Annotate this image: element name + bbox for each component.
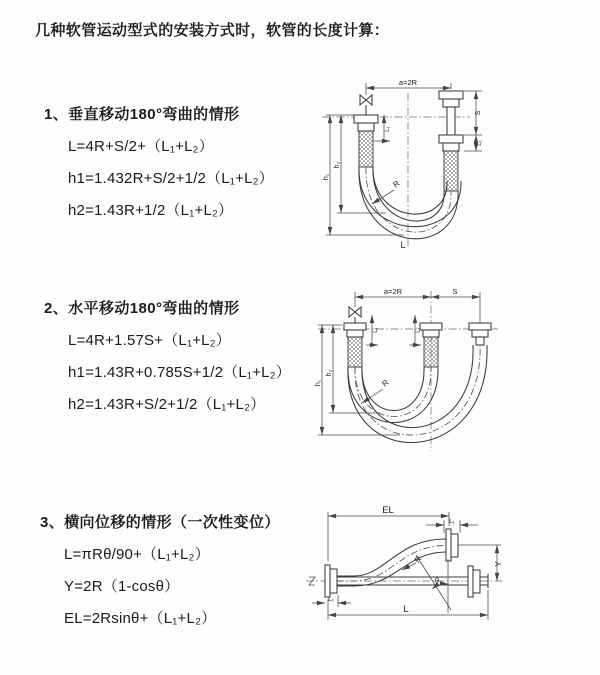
hose-inner-wall-pos2 bbox=[373, 167, 447, 214]
radius-leader-line bbox=[372, 190, 394, 204]
page-title: 几种软管运动型式的安装方式时，软管的长度计算： bbox=[35, 22, 390, 39]
dim-label-l1-right: L₁ bbox=[477, 140, 483, 146]
dim-label-el: EL bbox=[382, 505, 394, 516]
angle-reference-diagonal bbox=[416, 555, 451, 610]
right-pipe-stem bbox=[447, 107, 455, 135]
section-1-formula-h1: h1=1.432R+S/2+1/2（L₁+L₂） bbox=[68, 170, 274, 187]
dim-label-l1-top: L₁ bbox=[449, 518, 455, 525]
valve-icon bbox=[360, 95, 372, 105]
left-flange-hub bbox=[330, 569, 337, 593]
hose-top-wall bbox=[337, 539, 446, 576]
right-flange-hub bbox=[472, 330, 488, 337]
upper-flange-plate bbox=[446, 529, 451, 561]
dim-label-y: Y bbox=[494, 561, 503, 567]
dim-label-h2: h₂ bbox=[334, 161, 341, 169]
dim-label-h1: h₁ bbox=[315, 379, 322, 387]
radius-label: R bbox=[380, 377, 391, 389]
left-flange-hub bbox=[358, 123, 374, 131]
upper-flange-hub bbox=[451, 534, 458, 557]
dim-label-l1-left: L₁ bbox=[373, 327, 379, 333]
radius-label: R bbox=[391, 178, 402, 190]
dim-label-h1: h₁ bbox=[323, 173, 330, 181]
section-1-heading: 1、垂直移动180°弯曲的情形 bbox=[44, 106, 240, 123]
section-3-heading: 3、横向位移的情形（一次性变位） bbox=[40, 514, 280, 531]
section-3-formula-y: Y=2R（1-cosθ） bbox=[64, 578, 180, 595]
dim-label-s: S bbox=[475, 110, 482, 116]
mid-braid-section bbox=[424, 337, 438, 367]
dim-label-l: L bbox=[403, 604, 409, 615]
dim-label-a-2r: a=2R bbox=[383, 287, 403, 296]
right-flange-hub bbox=[473, 570, 480, 593]
left-flange-plate bbox=[344, 323, 366, 330]
section-2-formula-h2: h2=1.43R+S/2+1/2（L₁+L₂） bbox=[68, 396, 266, 413]
right-lower-flange-plate bbox=[439, 135, 463, 143]
mid-flange-plate bbox=[420, 323, 442, 330]
diagram-lateral-displacement bbox=[298, 503, 600, 648]
hose-pos1-outer-wall bbox=[348, 367, 438, 423]
hose-pos2-outer-wall bbox=[348, 345, 487, 443]
section-1 bbox=[44, 103, 316, 220]
angle-label: θ bbox=[434, 576, 440, 585]
right-upper-flange-plate bbox=[439, 91, 463, 99]
valve-icon bbox=[349, 307, 361, 317]
section-2-heading: 2、水平移动180°弯曲的情形 bbox=[44, 300, 240, 317]
section-2-formula-length: L=4R+1.57S+（L₁+L₂） bbox=[68, 332, 231, 349]
diagram-horizontal-180-bend bbox=[308, 283, 600, 467]
right-pipe-stub bbox=[476, 337, 484, 345]
right-flange-plate bbox=[468, 566, 473, 597]
dim-label-l1-mid: L₁ bbox=[416, 327, 422, 333]
dim-label-s: S bbox=[452, 287, 458, 296]
section-1-formula-h2: h2=1.43R+1/2（L₁+L₂） bbox=[68, 202, 234, 219]
left-flange-plate bbox=[325, 565, 330, 597]
left-flange-plate bbox=[354, 115, 378, 123]
radius-label: R bbox=[412, 554, 424, 565]
section-2-formula-h1: h1=1.43R+0.785S+1/2（L₁+L₂） bbox=[68, 364, 291, 381]
dim-label-h2: h₂ bbox=[326, 369, 333, 377]
right-upper-flange-hub bbox=[443, 99, 459, 107]
section-3 bbox=[40, 511, 312, 628]
right-lower-flange-hub bbox=[443, 143, 459, 151]
section-3-formula-length: L=πRθ/90+（L₁+L₂） bbox=[64, 546, 210, 563]
diagram-vertical-180-bend bbox=[308, 73, 600, 257]
right-braid-section bbox=[444, 151, 458, 191]
dim-label-l1-left: L₁ bbox=[328, 596, 334, 603]
hose-pos1-inner-wall bbox=[362, 367, 424, 411]
left-flange-hub bbox=[347, 330, 363, 337]
section-3-formula-el: EL=2Rsinθ+（L₁+L₂） bbox=[64, 610, 217, 627]
dim-label-l1-left: L₁ bbox=[385, 126, 391, 132]
left-braid-section bbox=[359, 131, 373, 167]
section-1-formula-length: L=4R+S/2+（L₁+L₂） bbox=[68, 138, 214, 155]
section-2 bbox=[44, 297, 316, 414]
dim-label-a-2r: a=2R bbox=[398, 78, 418, 87]
left-braid-section bbox=[348, 337, 362, 367]
right-flange-plate bbox=[469, 323, 491, 330]
length-label: L bbox=[400, 240, 406, 250]
mid-flange-hub bbox=[423, 330, 439, 337]
